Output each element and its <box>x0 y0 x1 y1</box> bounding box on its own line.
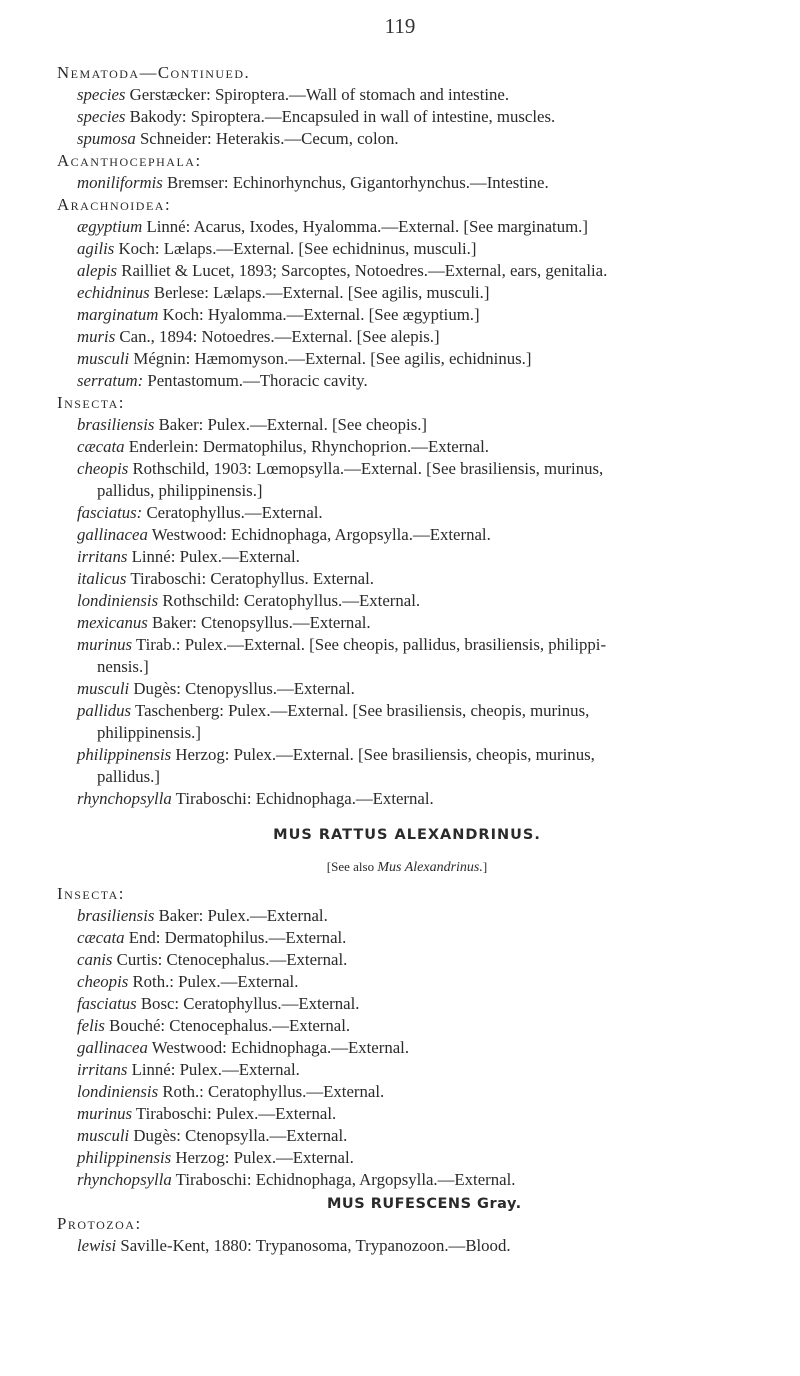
host-parasite-entry <box>57 348 757 370</box>
species-name: musculi <box>77 1126 130 1145</box>
species-name: londiniensis <box>77 1082 159 1101</box>
species-name: gallinacea <box>77 525 148 544</box>
host-parasite-entry <box>57 949 757 971</box>
species-name: muris <box>77 327 116 346</box>
species-name: philippinensis <box>77 745 172 764</box>
group-heading: Protozoa: <box>57 1214 142 1233</box>
species-name: cæcata <box>77 928 125 947</box>
host-parasite-entry <box>57 238 757 260</box>
host-parasite-entry <box>57 678 757 700</box>
entry-details: Enderlein: Dermatophilus, Rhynchoprion.—External. <box>124 437 489 456</box>
species-name: fasciatus <box>77 994 137 1013</box>
host-parasite-entry <box>57 590 757 612</box>
page-number: 119 <box>384 14 416 38</box>
group-heading: Nematoda—Continued. <box>57 63 251 82</box>
host-parasite-entry <box>57 370 757 392</box>
group-heading: Insecta: <box>57 884 125 903</box>
species-name: musculi <box>77 679 130 698</box>
species-name: cheopis <box>77 459 129 478</box>
host-parasite-entry <box>57 326 757 348</box>
host-parasite-entry <box>57 612 757 634</box>
entry-details: Taschenberg: Pulex.—External. [See brasiliensis, cheopis, murinus, <box>131 701 590 720</box>
entry-details: Schneider: Heterakis.—Cecum, colon. <box>135 129 399 148</box>
species-name: marginatum <box>77 305 159 324</box>
entry-details: Dugès: Ctenopysllus.—External. <box>129 679 355 698</box>
entry-details: Baker: Pulex.—External. <box>154 906 328 925</box>
species-name: brasiliensis <box>77 415 155 434</box>
host-parasite-entry <box>57 502 757 524</box>
species-name: murinus <box>77 635 133 654</box>
host-parasite-entry <box>57 106 757 128</box>
species-name: pallidus <box>77 701 132 720</box>
host-parasite-entry <box>57 524 757 546</box>
host-parasite-entry <box>57 993 757 1015</box>
host-parasite-entry <box>57 1235 757 1257</box>
entry-continuation: philippinensis.] <box>97 723 201 742</box>
species-name: musculi <box>77 349 130 368</box>
species-name: cæcata <box>77 437 125 456</box>
entry-details: Saville-Kent, 1880: Trypanosoma, Trypanozoon.—Blood. <box>116 1236 511 1255</box>
species-name: gallinacea <box>77 1038 148 1057</box>
entry-details: Tiraboschi: Pulex.—External. <box>132 1104 337 1123</box>
host-parasite-entry <box>57 546 757 568</box>
host-parasite-entry <box>57 744 757 766</box>
entry-details: Koch: Hyalomma.—External. [See ægyptium.] <box>158 305 480 324</box>
species-name: species <box>77 85 126 104</box>
entry-details: Baker: Pulex.—External. [See cheopis.] <box>154 415 428 434</box>
species-name: moniliformis <box>77 173 163 192</box>
group-heading: Acanthocephala: <box>57 151 202 170</box>
entry-details: Bosc: Ceratophyllus.—External. <box>136 994 360 1013</box>
entry-details: Pentastomum.—Thoracic cavity. <box>143 371 368 390</box>
entry-details: Tiraboschi: Echidnophaga.—External. <box>171 789 434 808</box>
species-name: ægyptium <box>77 217 143 236</box>
host-parasite-entry <box>57 282 757 304</box>
entry-details: End: Dermatophilus.—External. <box>124 928 347 947</box>
entry-details: Railliet & Lucet, 1893; Sarcoptes, Notoedres.—External, ears, genitalia. <box>117 261 608 280</box>
species-name: philippinensis <box>77 1148 172 1167</box>
species-name: italicus <box>77 569 127 588</box>
host-parasite-entry <box>57 436 757 458</box>
entry-details: Rothschild, 1903: Lœmopsylla.—External. [See brasiliensis, murinus, <box>128 459 604 478</box>
entry-details: Berlese: Lælaps.—External. [See agilis, musculi.] <box>149 283 490 302</box>
entry-details: Ceratophyllus.—External. <box>142 503 323 522</box>
entry-details: Tiraboschi: Echidnophaga, Argopsylla.—External. <box>171 1170 516 1189</box>
entry-details: Dugès: Ctenopsylla.—External. <box>129 1126 348 1145</box>
host-parasite-entry <box>57 458 757 480</box>
species-name: murinus <box>77 1104 133 1123</box>
host-parasite-entry <box>57 1125 757 1147</box>
entry-continuation: pallidus, philippinensis.] <box>97 481 263 500</box>
entry-details: Westwood: Echidnophaga, Argopsylla.—External. <box>147 525 491 544</box>
host-parasite-entry <box>57 414 757 436</box>
entry-details: Roth.: Pulex.—External. <box>128 972 299 991</box>
entry-details: Linné: Pulex.—External. <box>127 547 300 566</box>
host-parasite-entry <box>57 788 757 810</box>
entry-details: Herzog: Pulex.—External. [See brasiliensis, cheopis, murinus, <box>171 745 595 764</box>
host-parasite-entry <box>57 1081 757 1103</box>
host-parasite-entry <box>57 1015 757 1037</box>
host-heading: MUS RUFESCENS Gray. <box>327 1196 522 1212</box>
entry-details: Linné: Pulex.—External. <box>127 1060 300 1079</box>
host-parasite-entry <box>57 1169 757 1191</box>
host-parasite-entry <box>57 634 757 656</box>
species-name: echidninus <box>77 283 150 302</box>
host-parasite-entry <box>57 1147 757 1169</box>
entry-details: Curtis: Ctenocephalus.—External. <box>112 950 348 969</box>
host-parasite-entry <box>57 1059 757 1081</box>
entry-details: Koch: Lælaps.—External. [See echidninus, musculi.] <box>114 239 477 258</box>
species-name: londiniensis <box>77 591 159 610</box>
entry-details: Baker: Ctenopsyllus.—External. <box>147 613 371 632</box>
species-name: serratum: <box>77 371 144 390</box>
entry-details: Tirab.: Pulex.—External. [See cheopis, pallidus, brasiliensis, philippi- <box>132 635 607 654</box>
entry-details: Westwood: Echidnophaga.—External. <box>147 1038 410 1057</box>
species-name: irritans <box>77 547 128 566</box>
see-also-species: Mus Alexandrinus. <box>377 860 483 875</box>
entry-details: Tiraboschi: Ceratophyllus. External. <box>126 569 374 588</box>
host-parasite-entry <box>57 700 757 722</box>
see-also-note <box>57 856 757 879</box>
species-name: agilis <box>77 239 115 258</box>
entry-continuation: pallidus.] <box>97 767 160 786</box>
species-name: canis <box>77 950 113 969</box>
species-name: irritans <box>77 1060 128 1079</box>
entry-details: Gerstæcker: Spiroptera.—Wall of stomach and intestine. <box>125 85 510 104</box>
entry-details: Bremser: Echinorhynchus, Gigantorhynchus.—Intestine. <box>162 173 549 192</box>
species-name: felis <box>77 1016 105 1035</box>
host-parasite-entry <box>57 568 757 590</box>
see-also-pre: [See also <box>326 859 378 874</box>
entry-details: Bouché: Ctenocephalus.—External. <box>104 1016 351 1035</box>
entry-details: Roth.: Ceratophyllus.—External. <box>158 1082 385 1101</box>
entry-details: Linné: Acarus, Ixodes, Hyalomma.—External. [See marginatum.] <box>142 217 588 236</box>
document-body <box>57 62 757 1257</box>
entry-details: Rothschild: Ceratophyllus.—External. <box>158 591 421 610</box>
host-heading: MUS RATTUS ALEXANDRINUS. <box>273 827 541 843</box>
host-parasite-entry <box>57 216 757 238</box>
species-name: brasiliensis <box>77 906 155 925</box>
entry-details: Mégnin: Hæmomyson.—External. [See agilis, echidninus.] <box>129 349 532 368</box>
species-name: rhynchopsylla <box>77 789 172 808</box>
group-heading: Arachnoidea: <box>57 195 172 214</box>
host-parasite-entry <box>57 927 757 949</box>
host-parasite-entry <box>57 260 757 282</box>
species-name: rhynchopsylla <box>77 1170 172 1189</box>
host-parasite-entry <box>57 905 757 927</box>
species-name: species <box>77 107 126 126</box>
entry-continuation: nensis.] <box>97 657 149 676</box>
host-parasite-entry <box>57 971 757 993</box>
species-name: mexicanus <box>77 613 148 632</box>
host-parasite-entry <box>57 84 757 106</box>
host-parasite-entry <box>57 1103 757 1125</box>
species-name: spumosa <box>77 129 136 148</box>
group-heading: Insecta: <box>57 393 125 412</box>
host-parasite-entry <box>57 1037 757 1059</box>
host-parasite-entry <box>57 128 757 150</box>
see-also-post: ] <box>482 859 488 874</box>
entry-details: Bakody: Spiroptera.—Encapsuled in wall of intestine, muscles. <box>125 107 556 126</box>
species-name: fasciatus: <box>77 503 143 522</box>
host-parasite-entry <box>57 304 757 326</box>
entry-details: Can., 1894: Notoedres.—External. [See alepis.] <box>115 327 440 346</box>
entry-details: Herzog: Pulex.—External. <box>171 1148 354 1167</box>
host-parasite-entry <box>57 172 757 194</box>
species-name: alepis <box>77 261 118 280</box>
species-name: cheopis <box>77 972 129 991</box>
species-name: lewisi <box>77 1236 117 1255</box>
